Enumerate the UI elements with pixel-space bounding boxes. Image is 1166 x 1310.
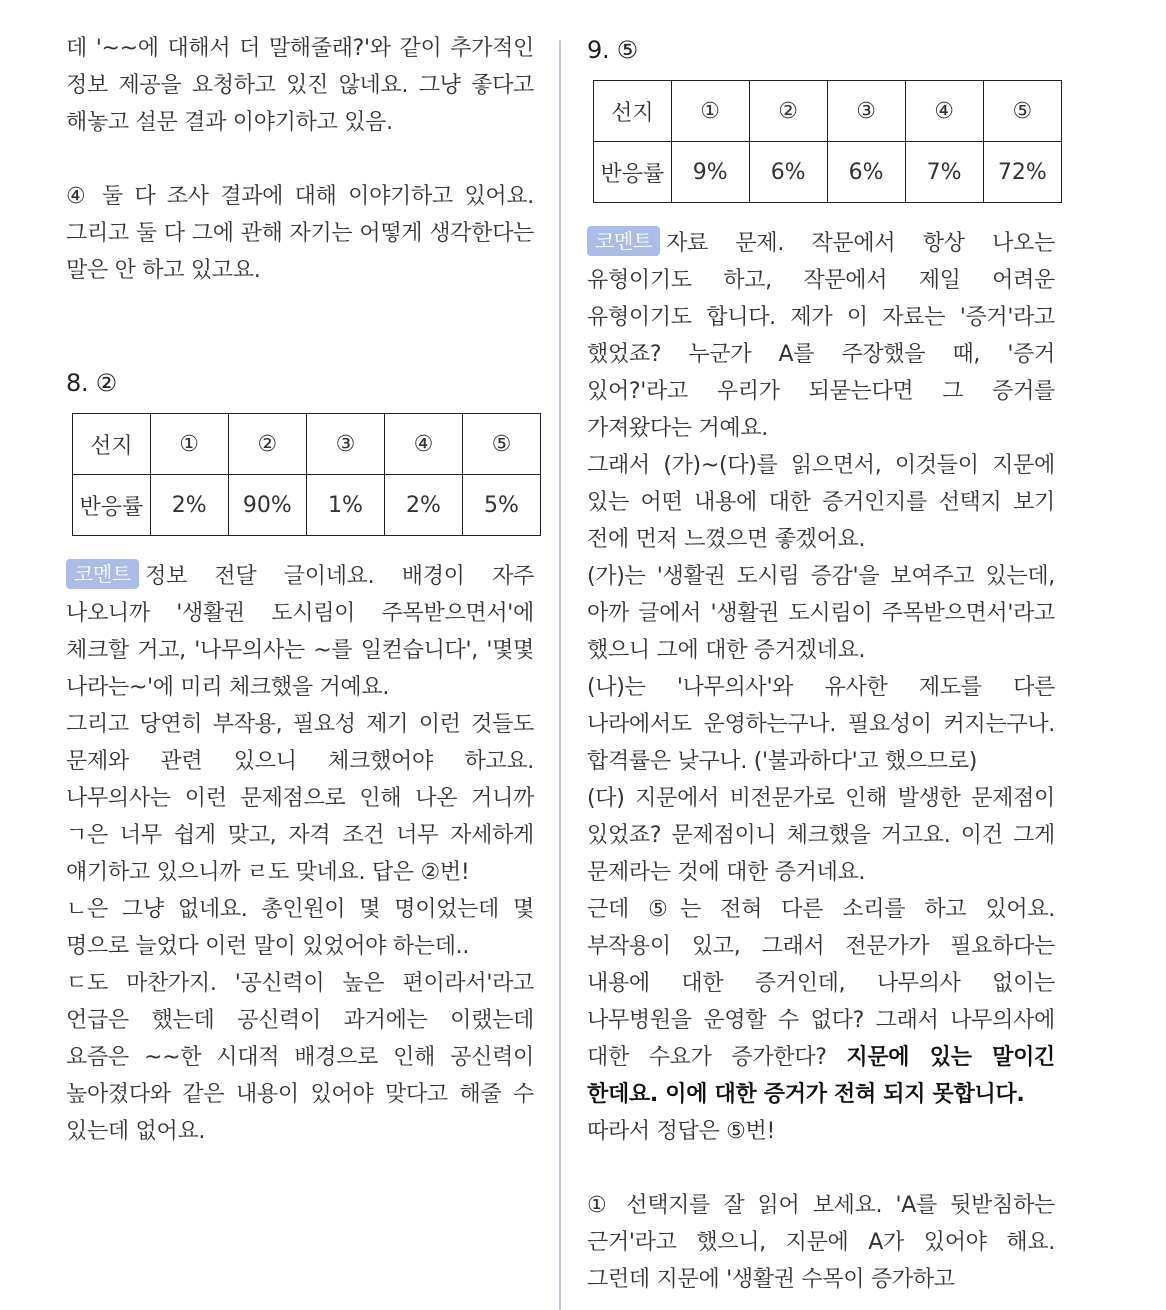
left-paragraph-1: 데 '~~에 대해서 더 말해줄래?'와 같이 추가적인 정보 제공을 요청하고 있진 않네요. 그냥 좋다고 해놓고 설문 결과 이야기하고 있음. xyxy=(66,36,534,135)
question-9-comment-2: 그래서 (가)~(다)를 읽으면서, 이것들이 지문에 있는 어떤 내용에 대한 증거인지를 선택지 보기 전에 먼저 느꼈으면 좋겠어요. xyxy=(587,453,1055,552)
question-8-comment-3: ㄴ은 그냥 없네요. 총인원이 몇 명이었는데 몇 명으로 늘었다 이런 말이 있었어야 하는데.. xyxy=(66,897,534,959)
table-cell: 반응률 xyxy=(73,475,151,536)
question-9-comment-5: (다) 지문에서 비전문가로 인해 발생한 문제점이 있었죠? 문제점이니 체크했을 거고요. 이건 그게 문제라는 것에 대한 증거네요. xyxy=(587,786,1055,885)
comment-badge: 코멘트 xyxy=(587,226,660,256)
table-cell: ④ xyxy=(384,414,462,475)
table-cell: ④ xyxy=(905,81,983,142)
column-divider xyxy=(559,40,561,1310)
question-8 xyxy=(66,363,534,1150)
table-cell: 6% xyxy=(749,142,827,203)
table-cell: 6% xyxy=(827,142,905,203)
table-cell: ⑤ xyxy=(983,81,1061,142)
table-cell: ② xyxy=(228,414,306,475)
question-9-comment-6: 근데 ⑤는 전혀 다른 소리를 하고 있어요. 부작용이 있고, 그래서 전문가가 필요하다는 내용에 대한 증거인데, 나무의사 없이는 나무병원을 운영할 수 없다? 그래서 나무의사에 대한 수요가 증가한다? 지문에 있는 말이긴 한데요. 이에 대한 증거가 전혀 되지 못합니다. 따라서 정답은 ⑤번! xyxy=(587,897,1055,1144)
table-cell: ① xyxy=(671,81,749,142)
table-cell: ③ xyxy=(827,81,905,142)
right-column xyxy=(587,30,1055,1298)
question-8-title: 8. ② xyxy=(66,369,117,397)
question-9-comment-4: (나)는 '나무의사'와 유사한 제도를 다른 나라에서도 운영하는구나. 필요성이 커지는구나. 합격률은 낮구나. ('불과하다'고 했으므로) xyxy=(587,675,1055,774)
table-row xyxy=(594,142,1062,203)
table-cell: ⑤ xyxy=(462,414,540,475)
left-paragraph-2: ④ 둘 다 조사 결과에 대해 이야기하고 있어요. 그리고 둘 다 그에 관해 자기는 어떻게 생각한다는 말은 안 하고 있고요. xyxy=(66,184,534,283)
table-cell: 7% xyxy=(905,142,983,203)
table-cell: ③ xyxy=(306,414,384,475)
question-8-comment-2: 그리고 당연히 부작용, 필요성 제기 이런 것들도 문제와 관련 있으니 체크했어야 하고요. 나무의사는 이런 문제점으로 인해 나온 거니까 ㄱ은 너무 쉽게 맞고, 자격 조건 너무 자세하게 얘기하고 있으니까 ㄹ도 맞네요. 답은 ②번! xyxy=(66,712,534,885)
table-header-row xyxy=(594,81,1062,142)
table-cell: 72% xyxy=(983,142,1061,203)
question-9-comment-1: 코멘트 자료 문제. 작문에서 항상 나오는 유형이기도 하고, 작문에서 제일 어려운 유형이기도 합니다. 제가 이 자료는 '증거'라고 했었죠? 누군가 A를 주장했을 때, '증거 있어?'라고 우리가 되묻는다면 그 증거를 가져왔다는 거예요. xyxy=(587,225,1055,447)
table-cell: 1% xyxy=(306,475,384,536)
table-cell: ② xyxy=(749,81,827,142)
table-cell: 90% xyxy=(228,475,306,536)
question-9-comment-7: ① 선택지를 잘 읽어 보세요. 'A를 뒷받침하는 근거'라고 했으니, 지문에 A가 있어야 해요. 그런데 지문에 '생활권 수목이 증가하고 xyxy=(587,1193,1055,1292)
bold-emphasis: 지문에 있는 말이긴 한데요. 이에 대한 증거가 전혀 되지 못합니다. xyxy=(587,1045,1055,1107)
table-cell: 5% xyxy=(462,475,540,536)
table-header-row xyxy=(73,414,541,475)
question-8-comment-4: ㄷ도 마찬가지. '공신력이 높은 편이라서'라고 언급은 했는데 공신력이 과거에는 이랬는데 요즘은 ~~한 시대적 배경으로 인해 공신력이 높아졌다와 같은 내용이 있어야 맞다고 해줄 수 있는데 없어요. xyxy=(66,971,534,1144)
question-9-comment-3: (가)는 '생활권 도시림 증감'을 보여주고 있는데, 아까 글에서 '생활권 도시림이 주목받으면서'라고 했으니 그에 대한 증거겠네요. xyxy=(587,564,1055,663)
table-row xyxy=(73,475,541,536)
left-column xyxy=(66,30,534,1150)
table-cell: 반응률 xyxy=(594,142,672,203)
question-9-title: 9. ⑤ xyxy=(587,36,638,64)
table-cell: 2% xyxy=(384,475,462,536)
question-9 xyxy=(587,30,1055,1298)
table-cell: 선지 xyxy=(594,81,672,142)
question-9-response-table xyxy=(593,80,1062,203)
question-8-response-table xyxy=(72,413,541,536)
question-8-comment-1: 코멘트 정보 전달 글이네요. 배경이 자주 나오니까 '생활권 도시림이 주목받으면서'에 체크할 거고, '나무의사는 ~를 일컫습니다', '몇몇 나라는~'에 미리 체크했을 거예요. xyxy=(66,558,534,706)
table-cell: ① xyxy=(150,414,228,475)
table-cell: 선지 xyxy=(73,414,151,475)
table-cell: 9% xyxy=(671,142,749,203)
comment-badge: 코멘트 xyxy=(66,559,139,589)
table-cell: 2% xyxy=(150,475,228,536)
